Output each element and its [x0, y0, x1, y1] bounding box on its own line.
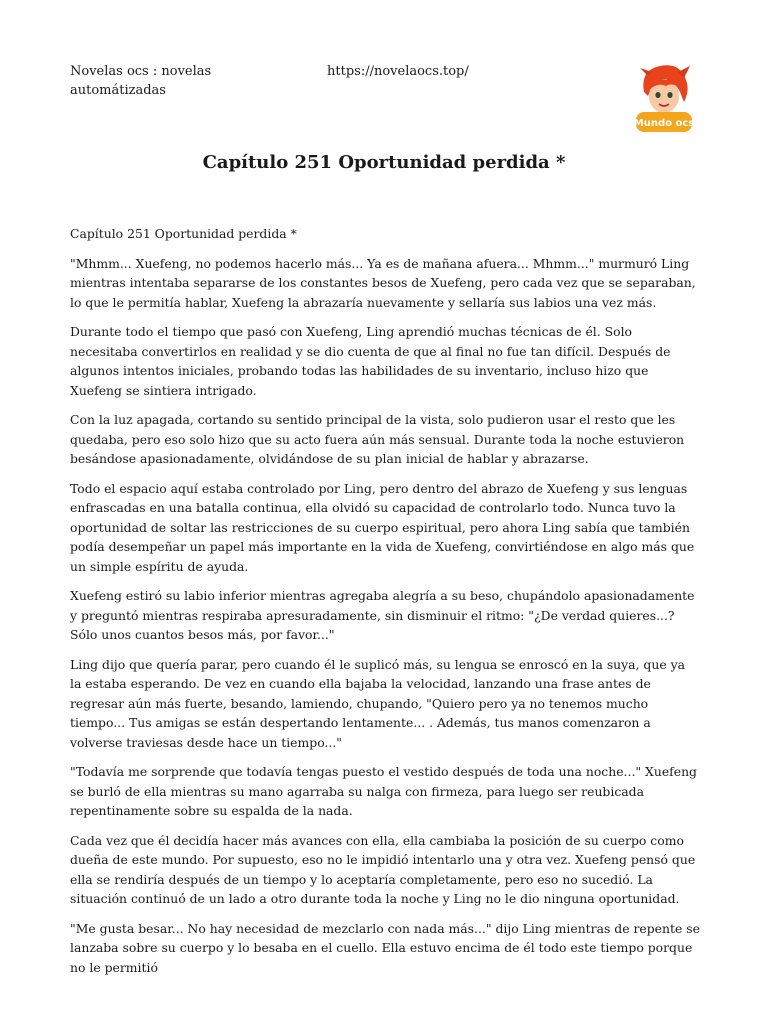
paragraph: "Todavía me sorprende que todavía tengas puesto el vestido después de toda una noche..." Xuefeng se burló de ella mientras su mano agarraba su nalga con firmeza, para luego ser reubicada repentinamente sobre su espalda de la nada. — [70, 764, 697, 818]
chapter-title: Capítulo 251 Oportunidad perdida * — [202, 152, 566, 173]
paragraph: "Mhmm... Xuefeng, no podemos hacerlo más... Ya es de mañana afuera... Mhmm..." murmuró Ling mientras intentaba separarse de los constantes besos de Xuefeng, pero cada vez que se separaban, lo que le permitía hablar, Xuefeng la abrazaría nuevamente y sellaría sus labios una vez más. — [70, 255, 696, 310]
site-name: Novelas ocs : novelas automátizadas — [70, 64, 212, 98]
paragraph: "Me gusta besar... No hay necesidad de mezclarlo con nada más..." dijo Ling mientras de repente se lanzaba sobre su cuerpo y lo besaba en el cuello. Ella estuvo encima de él todo este tiempo porque no le permitió — [70, 920, 700, 975]
mascot-logo — [630, 62, 698, 134]
logo-text: Mundo ocs — [633, 118, 695, 129]
page-header — [70, 62, 698, 142]
chapter-body — [70, 224, 700, 975]
site-url[interactable]: https://novelaocs.top/ — [327, 64, 469, 79]
paragraph: Durante todo el tiempo que pasó con Xuefeng, Ling aprendió muchas técnicas de él. Solo necesitaba convertirlos en realidad y se dio cuenta de que al final no fue tan difícil. Después de algunos intentos iniciales, probando todas las habilidades de su inventario, incluso hizo que Xuefeng se sintiera intrigado. — [70, 324, 671, 398]
paragraph: Cada vez que él decidía hacer más avances con ella, ella cambiaba la posición de su cuerpo como dueña de este mundo. Por supuesto, eso no le impidió intentarlo una y otra vez. Xuefeng pensó que ella se rendiría después de un tiempo y lo aceptaría completamente, pero eso no sucedió. La situación continuó de un lado a otro durante toda la noche y Ling no le dio ninguna oportunidad. — [70, 832, 696, 906]
paragraph: Todo el espacio aquí estaba controlado por Ling, pero dentro del abrazo de Xuefeng y sus lenguas enfrascadas en una batalla continua, ella olvidó su capacidad de controlarlo todo. Nunca tuvo la oportunidad de soltar las restricciones de su cuerpo espiritual, pero ahora Ling sabía que también podía desempeñar un papel más importante en la vida de Xuefeng, convirtiéndose en algo más que un simple espíritu de ayuda. — [70, 480, 695, 574]
paragraph: Con la luz apagada, cortando su sentido principal de la vista, solo pudieron usar el resto que les quedaba, pero eso solo hizo que su acto fuera aún más sensual. Durante toda la noche estuvieron besándose apasionadamente, olvidándose de su plan inicial de hablar y abrazarse. — [70, 412, 685, 466]
paragraph: Capítulo 251 Oportunidad perdida * — [70, 226, 297, 241]
paragraph: Xuefeng estiró su labio inferior mientras agregaba alegría a su beso, chupándolo apasionadamente y preguntó mientras respiraba apresuradamente, sin disminuir el ritmo: "¿De verdad quieres...? Sólo unos cuantos besos más, por favor..." — [70, 588, 695, 642]
paragraph: Ling dijo que quería parar, pero cuando él le suplicó más, su lengua se enroscó en la suya, que ya la estaba esperando. De vez en cuando ella bajaba la velocidad, lanzando una frase antes de regresar aún más fuerte, besando, lamiendo, chupando, "Quiero pero ya no tenemos mucho tiempo... Tus amigas se están despertando lentamente... . Además, tus manos comenzaron a volverse traviesas desde hace un tiempo..." — [70, 656, 685, 750]
